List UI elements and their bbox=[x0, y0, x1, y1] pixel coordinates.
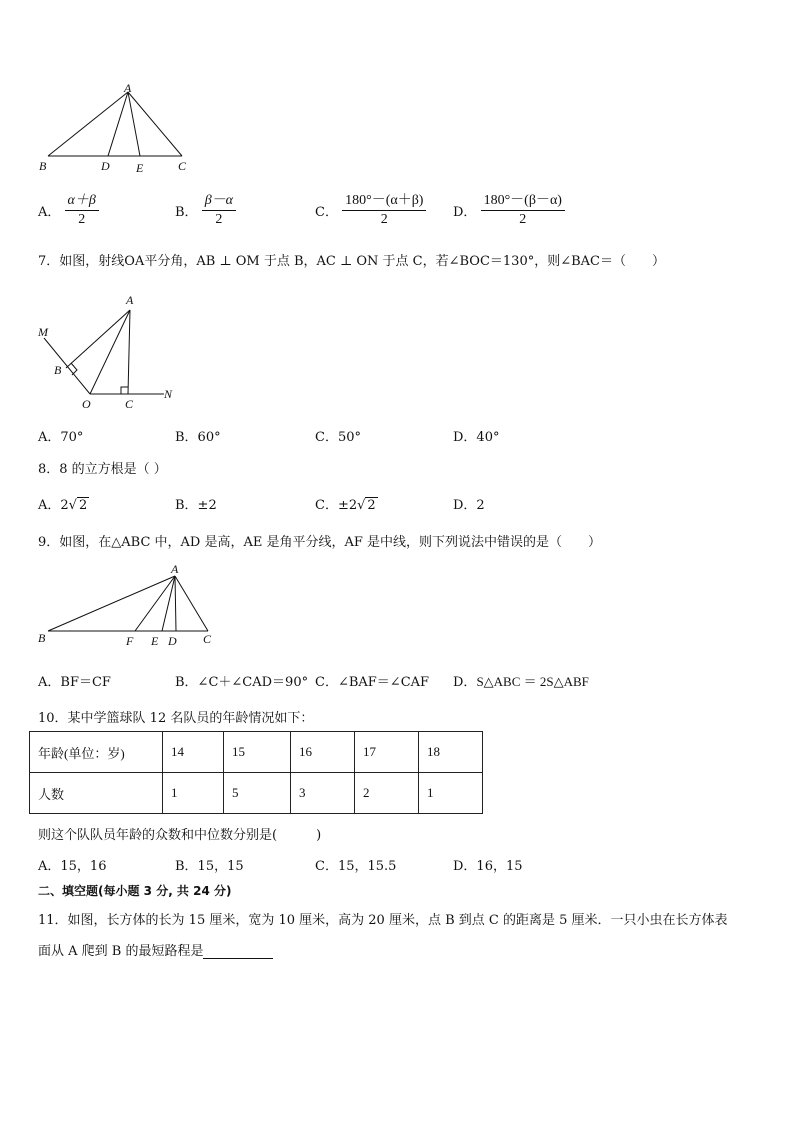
table-row bbox=[30, 732, 483, 773]
option-letter: D． bbox=[453, 205, 477, 220]
option-letter: A． bbox=[38, 498, 61, 513]
label-c: C bbox=[203, 632, 212, 646]
option-letter: C． bbox=[315, 498, 338, 513]
label-b: B bbox=[38, 631, 46, 645]
coefficient: ±2 bbox=[337, 498, 358, 513]
label-n: N bbox=[164, 387, 173, 401]
table-cell: 3 bbox=[291, 773, 355, 814]
table-row bbox=[30, 773, 483, 814]
label-f: F bbox=[126, 634, 134, 648]
denominator: 2 bbox=[215, 212, 223, 227]
label-a: A bbox=[171, 562, 179, 576]
denominator: 2 bbox=[78, 212, 86, 227]
q6-option-b bbox=[175, 192, 236, 229]
table-cell: 16 bbox=[291, 732, 355, 773]
q10-option-d: D．16，15 bbox=[453, 859, 523, 874]
option-letter: A． bbox=[38, 205, 61, 220]
table-cell: 人数 bbox=[30, 773, 163, 814]
fraction bbox=[202, 192, 236, 229]
radicand: 2 bbox=[78, 498, 88, 513]
denominator: 2 bbox=[380, 212, 388, 227]
option-letter: C． bbox=[315, 205, 338, 220]
q9-text: 9．如图，在△ABC 中，AD 是高，AE 是角平分线，AF 是中线，则下列说法中错误的是（ ） bbox=[38, 535, 602, 550]
fraction bbox=[342, 192, 426, 229]
option-letter: D． bbox=[453, 675, 477, 690]
q11-line1: 11．如图，长方体的长为 15 厘米，宽为 10 厘米，高为 20 厘米，点 B 到点 C 的距离是 5 厘米．一只小虫在长方体表 bbox=[38, 913, 728, 928]
label-m: M bbox=[38, 325, 48, 339]
numerator: β－α bbox=[202, 192, 236, 211]
q7-option-a: A．70° bbox=[38, 430, 84, 445]
sqrt-sign: √ bbox=[357, 498, 366, 513]
angle-bisector-figure-q7 bbox=[30, 290, 190, 415]
q9-option-c: C．∠BAF＝∠CAF bbox=[315, 675, 430, 690]
q6-option-a bbox=[38, 192, 99, 229]
numerator: 180°－(β－α) bbox=[481, 192, 565, 211]
q9-option-a: A．BF＝CF bbox=[38, 675, 111, 690]
q10-question: 则这个队队员年龄的众数和中位数分别是( ) bbox=[38, 828, 322, 843]
q10-option-b: B．15，15 bbox=[175, 859, 244, 874]
q11-line2-text: 面从 A 爬到 B 的最短路程是 bbox=[38, 944, 204, 959]
q8-option-d: D．2 bbox=[453, 498, 485, 513]
radicand: 2 bbox=[367, 498, 376, 513]
answer-blank[interactable] bbox=[203, 944, 273, 959]
q7-option-c: C．50° bbox=[315, 430, 361, 445]
fraction bbox=[65, 192, 99, 229]
sqrt-sign: √ bbox=[68, 498, 77, 513]
label-c: C bbox=[125, 397, 134, 411]
numerator: 180°－(α＋β) bbox=[342, 192, 426, 211]
q9-option-b: B．∠C＋∠CAD＝90° bbox=[175, 675, 309, 690]
q8-text: 8．8 的立方根是（ ） bbox=[38, 462, 167, 477]
label-d: D bbox=[101, 159, 110, 173]
table-cell: 15 bbox=[224, 732, 291, 773]
q10-option-a: A．15，16 bbox=[38, 859, 107, 874]
denominator: 2 bbox=[519, 212, 527, 227]
q8-option-c bbox=[315, 494, 378, 513]
age-table bbox=[29, 731, 483, 814]
coefficient: 2 bbox=[60, 498, 69, 513]
table-cell: 1 bbox=[419, 773, 483, 814]
area-expression: S△ABC ＝ 2S△ABF bbox=[476, 674, 589, 689]
table-cell: 5 bbox=[224, 773, 291, 814]
label-b: B bbox=[39, 159, 47, 173]
table-cell: 2 bbox=[355, 773, 419, 814]
q11-line2 bbox=[38, 940, 273, 959]
label-e: E bbox=[136, 161, 144, 175]
table-cell: 17 bbox=[355, 732, 419, 773]
table-cell: 1 bbox=[163, 773, 224, 814]
option-letter: B． bbox=[175, 205, 198, 220]
label-o: O bbox=[82, 397, 91, 411]
table-cell: 年龄(单位：岁) bbox=[30, 732, 163, 773]
q8-option-a bbox=[38, 494, 89, 513]
fraction bbox=[481, 192, 565, 229]
q6-option-c bbox=[315, 192, 426, 229]
q7-text: 7．如图，射线OA平分角，AB ⊥ OM 于点 B，AC ⊥ ON 于点 C，若∠BOC＝130°，则∠BAC＝（ ） bbox=[38, 254, 665, 269]
label-e: E bbox=[151, 634, 159, 648]
label-a: A bbox=[124, 81, 132, 95]
label-d: D bbox=[168, 634, 177, 648]
q7-option-d: D．40° bbox=[453, 430, 500, 445]
label-c: C bbox=[178, 159, 187, 173]
triangle-figure-q6 bbox=[30, 80, 200, 180]
section-heading: 二、填空题(每小题 3 分, 共 24 分) bbox=[38, 884, 232, 898]
table-cell: 18 bbox=[419, 732, 483, 773]
q6-option-d bbox=[453, 192, 565, 229]
label-b: B bbox=[54, 363, 62, 377]
q10-text: 10．某中学篮球队 12 名队员的年龄情况如下： bbox=[38, 711, 314, 726]
q10-option-c: C．15，15.5 bbox=[315, 859, 397, 874]
numerator: α＋β bbox=[65, 192, 99, 211]
q7-option-b: B．60° bbox=[175, 430, 221, 445]
label-a: A bbox=[126, 293, 134, 307]
q9-option-d bbox=[453, 671, 589, 690]
q8-option-b: B．±2 bbox=[175, 498, 217, 513]
table-cell: 14 bbox=[163, 732, 224, 773]
triangle-figure-q9 bbox=[30, 560, 220, 655]
